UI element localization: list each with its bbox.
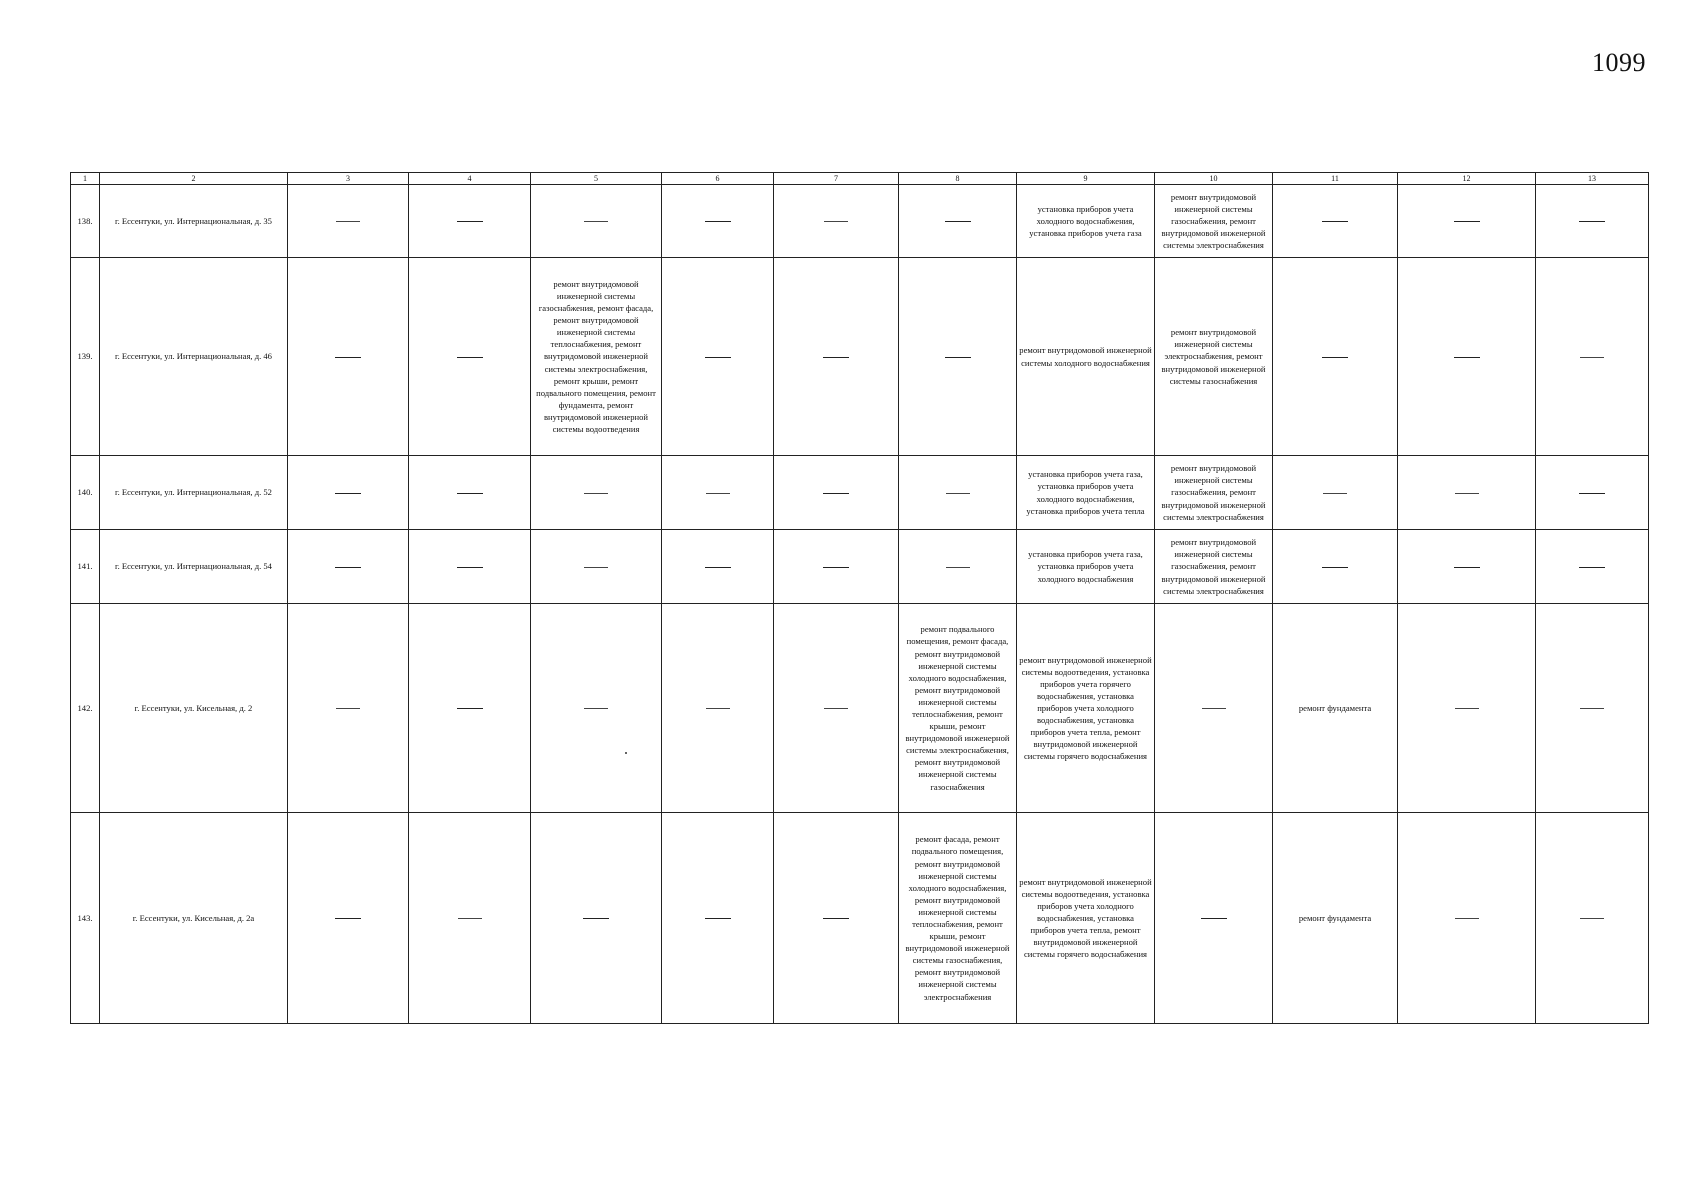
empty-cell [409,456,531,530]
empty-cell [1536,185,1649,258]
empty-cell [288,185,409,258]
work-cell: ремонт внутридомовой инженерной системы холодного водоснабжения [1017,258,1155,456]
row-address: г. Ессентуки, ул. Интернациональная, д. 52 [100,456,288,530]
empty-cell [1155,813,1273,1024]
dash-mark [946,493,970,494]
empty-cell [1273,185,1398,258]
empty-cell [899,456,1017,530]
column-header: 4 [409,173,531,185]
table-row [71,604,1649,813]
dash-mark [457,357,483,358]
row-address: г. Ессентуки, ул. Интернациональная, д. 54 [100,530,288,604]
dash-mark [824,221,848,222]
dash-mark [1322,221,1348,222]
work-cell: ремонт внутридомовой инженерной системы газоснабжения, ремонт внутридомовой инженерной системы электроснабжения [1155,530,1273,604]
empty-cell [774,185,899,258]
dash-mark [1579,221,1605,222]
dash-mark [945,357,971,358]
dash-mark [584,493,608,494]
work-cell: установка приборов учета газа, установка приборов учета холодного водоснабжения [1017,530,1155,604]
row-number: 141. [71,530,100,604]
dash-mark [706,708,730,709]
dash-mark [584,708,608,709]
dash-mark [1455,918,1479,919]
row-address: г. Ессентуки, ул. Кисельная, д. 2 [100,604,288,813]
empty-cell [1536,530,1649,604]
empty-cell [288,604,409,813]
dash-mark [824,708,848,709]
empty-cell [899,185,1017,258]
column-header: 3 [288,173,409,185]
dash-mark [335,493,361,494]
dash-mark [945,221,971,222]
column-header: 1 [71,173,100,185]
empty-cell [1536,258,1649,456]
empty-cell [899,258,1017,456]
work-cell: ремонт фундамента [1273,813,1398,1024]
column-header: 7 [774,173,899,185]
empty-cell [1398,813,1536,1024]
work-cell: ремонт подвального помещения, ремонт фасада, ремонт внутридомовой инженерной системы холодного водоснабжения, ремонт внутридомовой инженерной системы теплоснабжения, ремонт крыши, ремонт внутридомовой инженерной системы электроснабжения, ремонт внутридомовой инженерной системы газоснабжения [899,604,1017,813]
dash-mark [1322,357,1348,358]
work-cell: ремонт внутридомовой инженерной системы электроснабжения, ремонт внутридомовой инженерной системы газоснабжения [1155,258,1273,456]
dash-mark [1580,708,1604,709]
dash-mark [1579,493,1605,494]
dash-mark [1455,493,1479,494]
empty-cell [531,604,662,813]
empty-cell [1398,604,1536,813]
table-row [71,530,1649,604]
empty-cell [662,604,774,813]
empty-cell [409,185,531,258]
dash-mark [457,708,483,709]
dash-mark [1580,357,1604,358]
empty-cell [531,185,662,258]
empty-cell [899,530,1017,604]
empty-cell [531,813,662,1024]
dash-mark [705,918,731,919]
column-number-row [71,173,1649,185]
dash-mark [823,357,849,358]
dash-mark [1202,708,1226,709]
dash-mark [1579,567,1605,568]
dash-mark [1454,567,1480,568]
dash-mark [457,493,483,494]
dash-mark [946,567,970,568]
empty-cell [1398,185,1536,258]
empty-cell [1536,604,1649,813]
empty-cell [288,813,409,1024]
column-header: 6 [662,173,774,185]
empty-cell [409,813,531,1024]
column-header: 8 [899,173,1017,185]
column-header: 5 [531,173,662,185]
empty-cell [1536,813,1649,1024]
empty-cell [531,456,662,530]
work-cell: ремонт внутридомовой инженерной системы водоотведения, установка приборов учета холодного водоснабжения, установка приборов учета тепла, ремонт внутридомовой инженерной системы горячего водоснабжения [1017,813,1155,1024]
work-cell: ремонт фундамента [1273,604,1398,813]
empty-cell [1536,456,1649,530]
empty-cell [1273,530,1398,604]
dash-mark [1454,221,1480,222]
empty-cell [409,258,531,456]
table-row [71,813,1649,1024]
dash-mark [705,567,731,568]
empty-cell [774,530,899,604]
table-row [71,185,1649,258]
dash-mark [335,357,361,358]
work-cell: установка приборов учета газа, установка приборов учета холодного водоснабжения, установка приборов учета тепла [1017,456,1155,530]
dash-mark [823,567,849,568]
column-header: 2 [100,173,288,185]
dash-mark [1454,357,1480,358]
dash-mark [335,567,361,568]
dash-mark [335,918,361,919]
dash-mark [1580,918,1604,919]
dash-mark [705,357,731,358]
empty-cell [774,456,899,530]
work-cell: ремонт внутридомовой инженерной системы водоотведения, установка приборов учета горячего водоснабжения, установка приборов учета холодного водоснабжения, установка приборов учета тепла, ремонт внутридомовой инженерной системы горячего водоснабжения [1017,604,1155,813]
empty-cell [662,258,774,456]
empty-cell [531,530,662,604]
repair-schedule-table [70,172,1649,1024]
work-cell: установка приборов учета холодного водоснабжения, установка приборов учета газа [1017,185,1155,258]
dash-mark [706,493,730,494]
work-cell: ремонт фасада, ремонт подвального помещения, ремонт внутридомовой инженерной системы холодного водоснабжения, ремонт внутридомовой инженерной системы теплоснабжения, ремонт крыши, ремонт внутридомовой инженерной системы газоснабжения, ремонт внутридомовой инженерной системы электроснабжения [899,813,1017,1024]
dash-mark [336,708,360,709]
row-number: 142. [71,604,100,813]
dash-mark [457,221,483,222]
empty-cell [409,604,531,813]
dash-mark [1455,708,1479,709]
empty-cell [1398,530,1536,604]
column-header: 11 [1273,173,1398,185]
row-number: 140. [71,456,100,530]
empty-cell [288,456,409,530]
row-address: г. Ессентуки, ул. Кисельная, д. 2а [100,813,288,1024]
column-header: 9 [1017,173,1155,185]
scan-speck [625,752,627,754]
dash-mark [1201,918,1227,919]
work-cell: ремонт внутридомовой инженерной системы газоснабжения, ремонт фасада, ремонт внутридомовой инженерной системы теплоснабжения, ремонт внутридомовой инженерной системы электроснабжения, ремонт крыши, ремонт подвального помещения, ремонт фундамента, ремонт внутридомовой инженерной системы водоотведения [531,258,662,456]
empty-cell [662,185,774,258]
empty-cell [1398,456,1536,530]
dash-mark [823,918,849,919]
row-address: г. Ессентуки, ул. Интернациональная, д. 35 [100,185,288,258]
row-number: 138. [71,185,100,258]
row-number: 139. [71,258,100,456]
dash-mark [336,221,360,222]
dash-mark [458,918,482,919]
empty-cell [774,604,899,813]
page-number: 1099 [1592,48,1646,77]
dash-mark [823,493,849,494]
empty-cell [1155,604,1273,813]
row-address: г. Ессентуки, ул. Интернациональная, д. 46 [100,258,288,456]
dash-mark [705,221,731,222]
column-header: 13 [1536,173,1649,185]
column-header: 12 [1398,173,1536,185]
column-header: 10 [1155,173,1273,185]
dash-mark [457,567,483,568]
empty-cell [662,456,774,530]
empty-cell [409,530,531,604]
dash-mark [584,567,608,568]
table-row [71,456,1649,530]
empty-cell [774,258,899,456]
empty-cell [288,258,409,456]
dash-mark [1323,493,1347,494]
empty-cell [1273,456,1398,530]
work-cell: ремонт внутридомовой инженерной системы газоснабжения, ремонт внутридомовой инженерной системы электроснабжения [1155,185,1273,258]
empty-cell [288,530,409,604]
dash-mark [584,221,608,222]
table-row [71,258,1649,456]
dash-mark [1322,567,1348,568]
empty-cell [1398,258,1536,456]
empty-cell [774,813,899,1024]
empty-cell [662,813,774,1024]
row-number: 143. [71,813,100,1024]
dash-mark [583,918,609,919]
empty-cell [662,530,774,604]
work-cell: ремонт внутридомовой инженерной системы газоснабжения, ремонт внутридомовой инженерной системы электроснабжения [1155,456,1273,530]
empty-cell [1273,258,1398,456]
